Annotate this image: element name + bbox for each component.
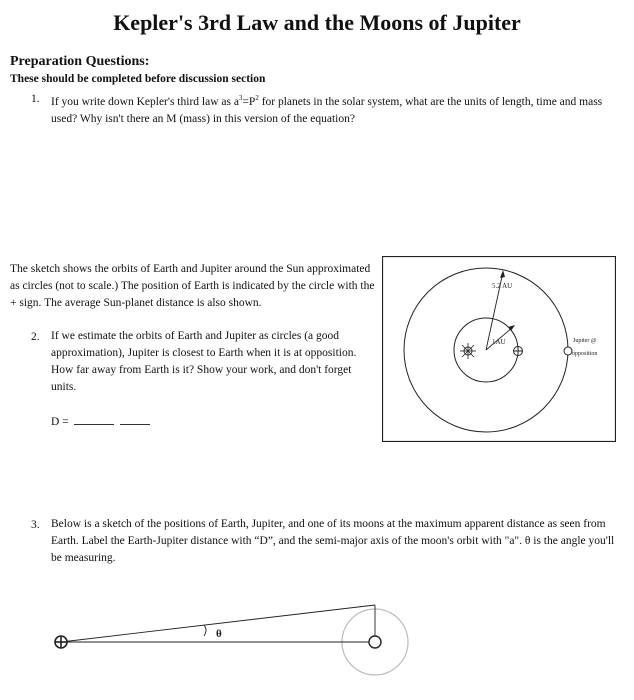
earth-icon <box>514 347 523 356</box>
jupiter-marker <box>564 347 572 355</box>
distance-unit-blank[interactable] <box>120 413 150 425</box>
preparation-heading: Preparation Questions: <box>10 54 150 69</box>
question-2-text: If we estimate the orbits of Earth and Jupiter as circles (a good approximation), Jupiter is closest to Earth when it is at opposition. How far away from Earth is it? Show your work, and don't forget units. <box>51 330 357 393</box>
question-3-text: Below is a sketch of the positions of Earth, Jupiter, and one of its moons at the maximum apparent distance as seen from Earth. Label the Earth-Jupiter distance with “D”, and the semi-major axis of the moon's orbit with "a". θ is the angle you'll be measuring. <box>51 518 615 564</box>
question-3-number: 3. <box>31 519 40 531</box>
angle-arc <box>204 625 206 636</box>
distance-answer-label: D = <box>51 416 69 428</box>
question-1-text: If you write down Kepler's third law as $a^3=P^2$ for planets in the solar system, what are the units of length, time and mass used? Why isn't there an M (mass) in this version of the equation? <box>51 94 603 125</box>
jupiter-marker <box>369 636 381 648</box>
distance-value-blank[interactable] <box>74 413 114 425</box>
question-2-number: 2. <box>31 331 40 343</box>
jupiter-opposition-label-line2: opposition <box>572 351 598 357</box>
orbit-sketch-description: The sketch shows the orbits of Earth and Jupiter around the Sun approximated as circles (not to scale.) The position of Earth is indicated by the circle with the + sign. The average Sun-planet distance is also shown. <box>10 263 375 309</box>
jupiter-opposition-label-line1: Jupiter @ <box>573 338 597 344</box>
distance-answer-line[interactable] <box>51 413 150 431</box>
angle-diagram <box>40 596 420 690</box>
page-title: Kepler's 3rd Law and the Moons of Jupiter <box>113 10 521 35</box>
question-1-number: 1. <box>31 93 40 105</box>
earth-distance-label: 1AU <box>492 338 506 346</box>
jupiter-distance-label: 5.2 AU <box>492 282 513 290</box>
orbit-diagram <box>382 256 616 442</box>
earth-icon <box>55 636 67 648</box>
sun-icon <box>460 343 476 359</box>
preparation-subheading: These should be completed before discussion section <box>10 73 266 85</box>
theta-label: θ <box>216 628 222 640</box>
